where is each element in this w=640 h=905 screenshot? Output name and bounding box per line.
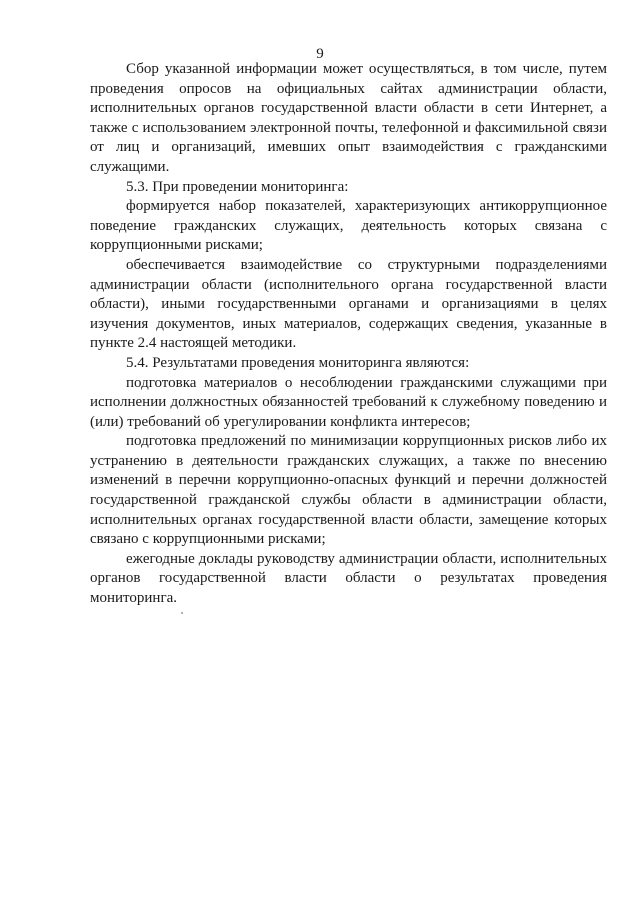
paragraph-annual-reports: ежегодные доклады руководству администрации области, исполнительных органов государственной власти области о результатах проведения мониторинга. bbox=[90, 550, 607, 607]
paragraph-indicator-set: формируется набор показателей, характеризующих антикоррупционное поведение гражданских служащих, деятельность которых связана с коррупционными рисками; bbox=[90, 198, 607, 254]
section-heading-5-3: 5.3. При проведении мониторинга: bbox=[126, 178, 349, 195]
page-number: 9 bbox=[316, 46, 324, 62]
paragraph-materials-preparation: подготовка материалов о несоблюдении гражданскими служащими при исполнении должностных обязанностей требований к служебному поведению и (или) требований об урегулировании конфликта интересов; bbox=[90, 374, 607, 430]
scan-speck bbox=[181, 612, 183, 614]
document-body bbox=[90, 60, 607, 609]
section-heading-5-4: 5.4. Результатами проведения мониторинга являются: bbox=[126, 354, 470, 371]
paragraph-proposals-preparation: подготовка предложений по минимизации коррупционных рисков либо их устранению в деятельности гражданских служащих, а также по внесению изменений в перечни коррупционно-опасных функций и перечни должностей государственной гражданской службы области в администрации области, исполнительных органах государственной власти области, замещение которых связано с коррупционными рисками; bbox=[90, 433, 607, 548]
paragraph-info-collection: Сбор указанной информации может осуществляться, в том числе, путем проведения опросов на официальных сайтах администрации области, исполнительных органов государственной власти области в сети Интернет, а также с использованием электронной почты, телефонной и факсимильной связи от лиц и организаций, имевших опыт взаимодействия с гражданскими служащими. bbox=[90, 61, 607, 175]
paragraph-interaction: обеспечивается взаимодействие со структурными подразделениями администрации области (исполнительного органа государственной власти области), иными государственными органами и организациями в целях изучения документов, иных материалов, содержащих сведения, указанные в пункте 2.4 настоящей методики. bbox=[90, 256, 607, 352]
